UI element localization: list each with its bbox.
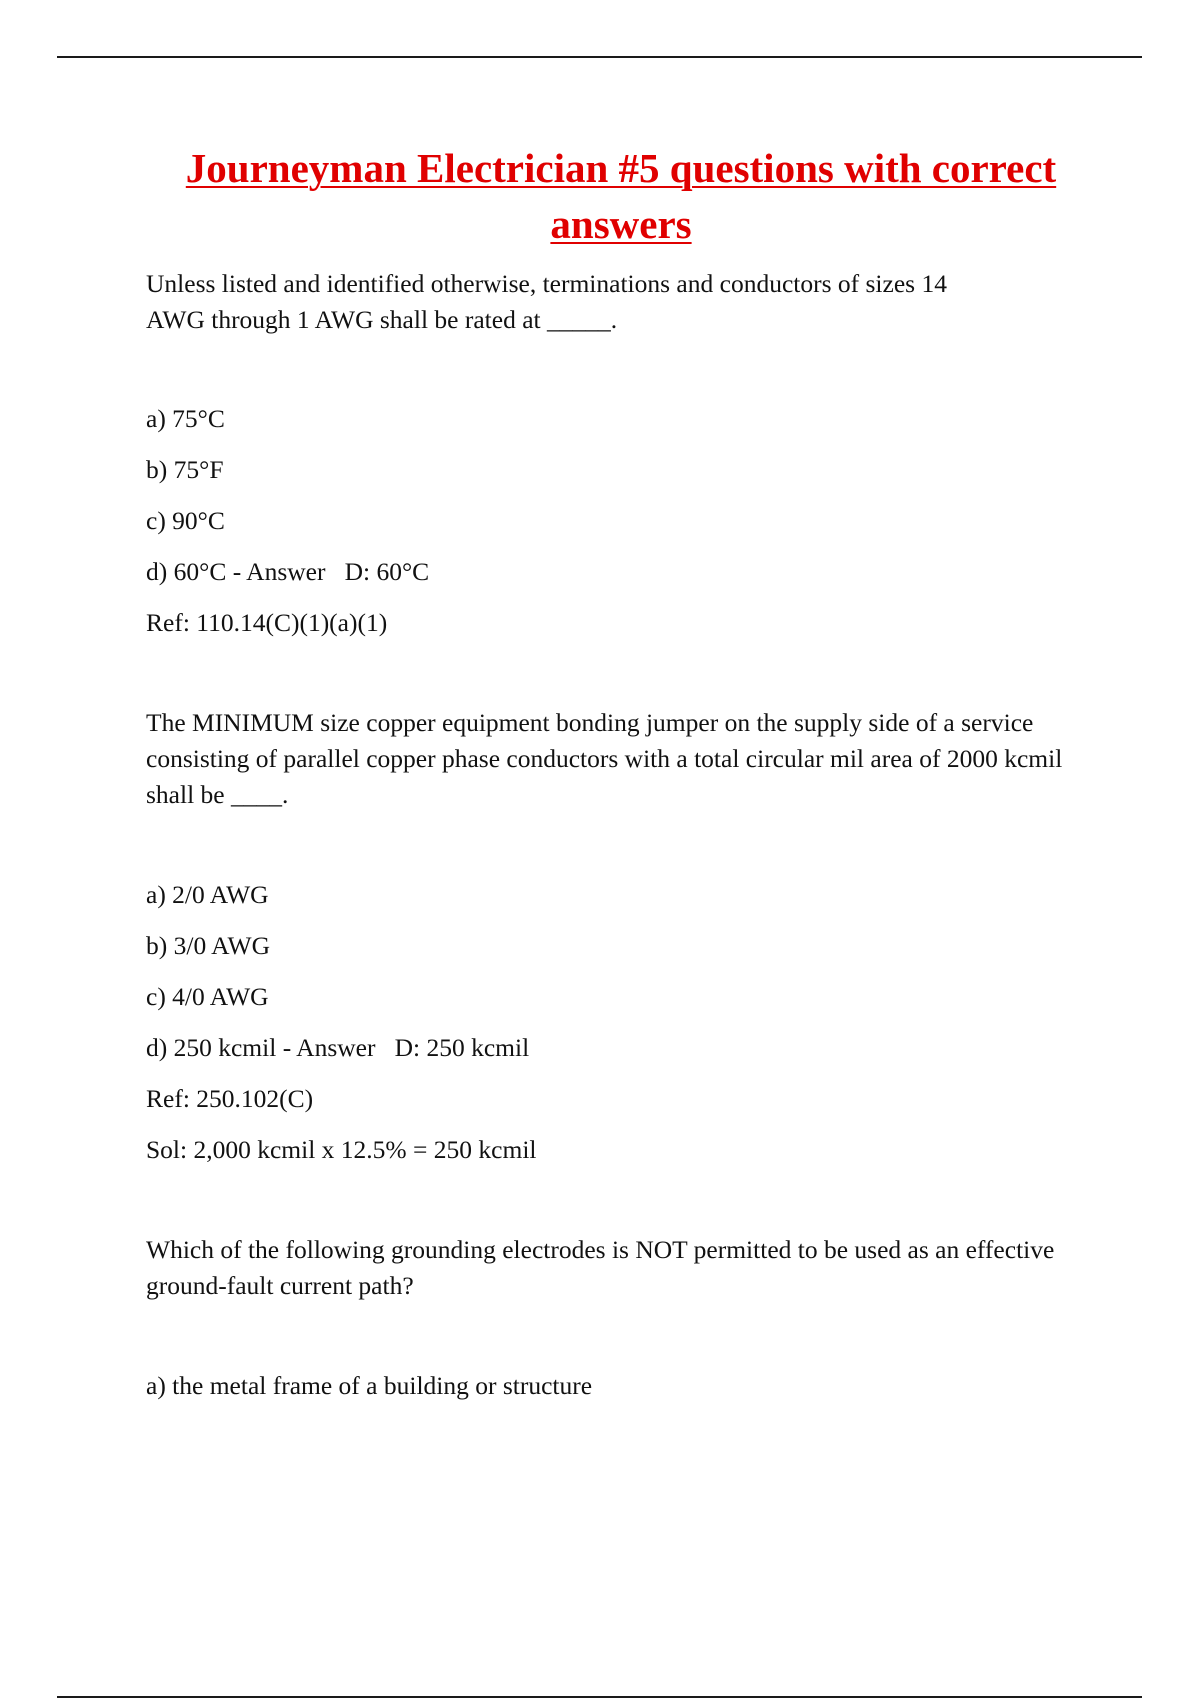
question-prompt-1: Unless listed and identified otherwise, terminations and conductors of sizes 14 AWG through 1 AWG shall be rated at _____. bbox=[146, 269, 947, 334]
option-c: c) 4/0 AWG bbox=[146, 982, 269, 1011]
option-d-answer: d) 60°C - Answer D: 60°C bbox=[146, 557, 430, 586]
option-a: a) 2/0 AWG bbox=[146, 880, 269, 909]
question-block-3 bbox=[146, 1232, 1096, 1404]
reference-note: Ref: 250.102(C) bbox=[146, 1084, 314, 1113]
option-b: b) 75°F bbox=[146, 455, 224, 484]
question-prompt-3: Which of the following grounding electrodes is NOT permitted to be used as an effective ground-fault current path? bbox=[146, 1235, 1055, 1300]
document-body bbox=[146, 140, 1096, 1404]
reference-note: Ref: 110.14(C)(1)(a)(1) bbox=[146, 608, 388, 637]
top-rule bbox=[57, 56, 1142, 58]
document-title bbox=[146, 140, 1096, 252]
option-a: a) the metal frame of a building or structure bbox=[146, 1371, 593, 1400]
solution-note: Sol: 2,000 kcmil x 12.5% = 250 kcmil bbox=[146, 1135, 537, 1164]
bottom-rule bbox=[57, 1696, 1142, 1698]
question-prompt-2: The MINIMUM size copper equipment bonding jumper on the supply side of a service consisting of parallel copper phase conductors with a total circular mil area of 2000 kcmil shall be ____. bbox=[146, 708, 1063, 809]
option-a: a) 75°C bbox=[146, 404, 225, 433]
title-line-2: answers bbox=[550, 201, 692, 247]
option-d-answer: d) 250 kcmil - Answer D: 250 kcmil bbox=[146, 1033, 530, 1062]
option-c: c) 90°C bbox=[146, 506, 225, 535]
question-block-2 bbox=[146, 705, 1096, 1168]
option-b: b) 3/0 AWG bbox=[146, 931, 271, 960]
title-line-1: Journeyman Electrician #5 questions with correct bbox=[185, 145, 1057, 191]
question-block-1 bbox=[146, 266, 1096, 641]
